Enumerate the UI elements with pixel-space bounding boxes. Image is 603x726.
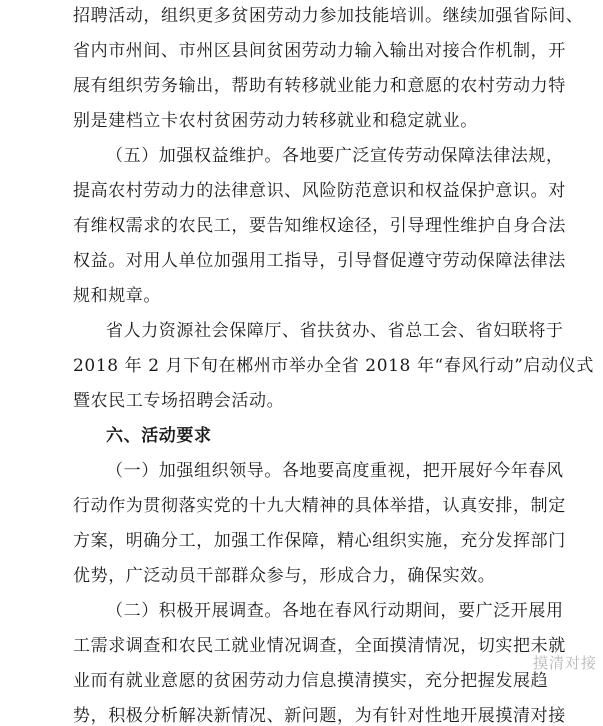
- text-line: 方案，明确分工，加强工作保障，精心组织实施，充分发挥部门: [73, 531, 566, 551]
- text-line: 权益。对用人单位加强用工指导，引导督促遵守劳动保障法律法: [73, 251, 566, 271]
- text-line: 省人力资源社会保障厅、省扶贫办、省总工会、省妇联将于: [106, 321, 564, 341]
- text-line: （一）加强组织领导。各地要高度重视，把开展好今年春风: [106, 461, 564, 481]
- text-line: 规和规章。: [73, 286, 161, 306]
- text-line: 有维权需求的农民工，要告知维权途径，引导理性维护自身合法: [73, 216, 566, 236]
- text-line: 工需求调查和农民工就业情况调查，全面摸清情况，切实把未就: [73, 636, 566, 656]
- text-line: 展有组织劳务输出，帮助有转移就业能力和意愿的农村劳动力特: [73, 76, 566, 96]
- text-line: 暨农民工专场招聘会活动。: [73, 391, 285, 411]
- text-line: 别是建档立卡农村贫困劳动力转移就业和稳定就业。: [73, 111, 478, 131]
- watermark: 摸清对接: [532, 654, 597, 672]
- text-line: 2018 年 2 月下旬在郴州市举办全省 2018 年“春风行动”启动仪式: [73, 356, 594, 376]
- section-six-heading: 六、活动要求: [106, 426, 212, 446]
- text-line: 业而有就业意愿的贫困劳动力信息摸清摸实，充分把握发展趋: [73, 671, 549, 691]
- text-line: 势，积极分析解决新情况、新问题，为有针对性地开展摸清对接: [73, 706, 566, 726]
- text-line: 优势，广泛动员干部群众参与，形成合力，确保实效。: [73, 566, 496, 586]
- text-line: 招聘活动，组织更多贫困劳动力参加技能培训。继续加强省际间、: [73, 6, 584, 26]
- text-line: 省内市州间、市州区县间贫困劳动力输入输出对接合作机制，开: [73, 41, 566, 61]
- text-line: （二）积极开展调查。各地在春风行动期间，要广泛开展用: [106, 601, 564, 621]
- section-five-heading-line: （五）加强权益维护。各地要广泛宣传劳动保障法律法规，: [106, 146, 564, 166]
- text-line: 行动作为贯彻落实党的十九大精神的具体举措，认真安排，制定: [73, 496, 566, 516]
- text-line: 提高农村劳动力的法律意识、风险防范意识和权益保护意识。对: [73, 181, 566, 201]
